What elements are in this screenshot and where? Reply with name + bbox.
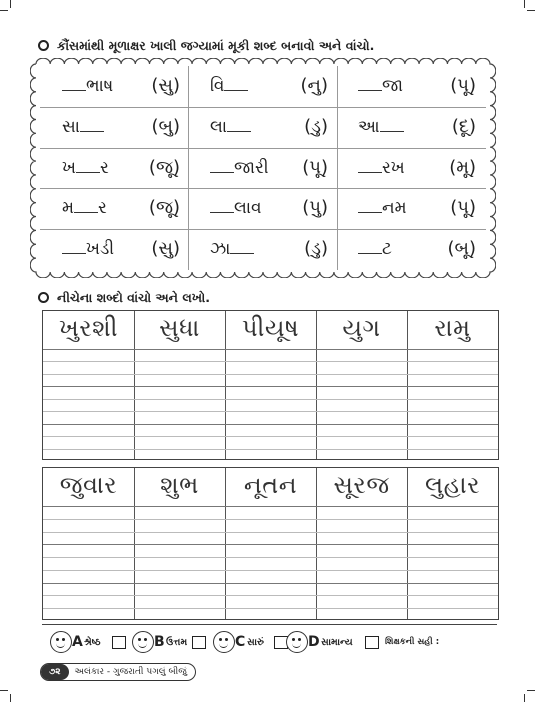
word-suffix: ર xyxy=(99,157,109,178)
word-prefix: વિ xyxy=(210,76,225,96)
blank-line[interactable] xyxy=(358,89,382,91)
crop-mark xyxy=(10,694,11,702)
word-suffix: રખ xyxy=(382,157,405,178)
fill-in-frame xyxy=(30,58,496,278)
word-suffix: ભાષ xyxy=(86,76,114,96)
fill-row xyxy=(40,66,486,106)
writing-line xyxy=(43,374,498,375)
row-divider xyxy=(40,188,486,189)
smiley-face-icon xyxy=(50,631,72,653)
rating-checkbox-b[interactable] xyxy=(192,636,206,649)
footer-label xyxy=(40,663,196,681)
writing-line xyxy=(43,361,498,362)
hint-letter: (દૂ) xyxy=(451,115,476,137)
model-word: લુહાર xyxy=(425,471,480,499)
model-word: ખુરશી xyxy=(58,314,118,342)
fill-word xyxy=(210,76,248,96)
row-divider xyxy=(40,229,486,230)
bottom-divider xyxy=(42,624,497,625)
rating-letter: D xyxy=(308,634,320,650)
rating-label: સારું xyxy=(247,637,264,648)
writing-line xyxy=(43,411,498,412)
fill-cell xyxy=(188,107,336,147)
crop-mark xyxy=(524,0,525,8)
crop-mark xyxy=(527,10,535,11)
fill-word xyxy=(62,117,104,137)
fill-cell xyxy=(40,107,188,147)
row-divider xyxy=(40,148,486,149)
writing-line xyxy=(43,519,498,520)
hint-letter: (બુ) xyxy=(151,115,180,137)
fill-cell xyxy=(188,66,336,106)
section2-title xyxy=(38,290,210,306)
blank-line[interactable] xyxy=(224,89,248,91)
writing-line xyxy=(43,532,498,533)
fill-cell xyxy=(40,229,188,269)
crop-mark xyxy=(0,690,8,691)
crop-mark xyxy=(524,694,525,702)
writing-line xyxy=(43,544,498,545)
fill-cell xyxy=(188,188,336,228)
word-prefix: ખ xyxy=(62,157,76,178)
word-suffix: લાવ xyxy=(234,198,262,219)
writing-line xyxy=(43,506,498,507)
hint-letter: (સુ) xyxy=(151,238,180,260)
word-prefix: સા xyxy=(62,116,80,137)
blank-line[interactable] xyxy=(230,252,254,254)
word-suffix: જારી xyxy=(234,157,269,178)
smiley-face-icon xyxy=(132,631,154,653)
fill-cell xyxy=(40,66,188,106)
word-suffix: ટ xyxy=(382,239,392,260)
blank-line[interactable] xyxy=(358,171,382,173)
writing-line xyxy=(43,386,498,387)
row-divider xyxy=(40,107,486,108)
crop-mark xyxy=(527,690,535,691)
rating-letter: A xyxy=(72,634,83,650)
writing-line xyxy=(43,557,498,558)
fill-word xyxy=(210,239,254,259)
smiley-face-icon xyxy=(286,631,308,653)
hint-letter: (પૂ) xyxy=(450,75,476,96)
fill-cell xyxy=(188,148,336,188)
word-prefix: મ xyxy=(62,198,75,219)
fill-cell xyxy=(336,188,484,228)
fill-row xyxy=(40,148,486,188)
fill-word xyxy=(62,198,107,218)
word-suffix: જા xyxy=(382,76,404,96)
rating-checkbox-d[interactable] xyxy=(365,636,379,649)
word-prefix: ઝા xyxy=(210,239,231,260)
hint-letter: (પૂ) xyxy=(450,197,476,219)
fill-word xyxy=(62,158,109,178)
blank-line[interactable] xyxy=(62,89,86,91)
fill-cell xyxy=(336,229,484,269)
writing-line xyxy=(43,608,498,609)
model-word: જુવાર xyxy=(59,471,118,499)
fill-cell xyxy=(40,188,188,228)
fill-row xyxy=(40,188,486,228)
section1-title xyxy=(38,38,374,54)
fill-word xyxy=(358,117,404,137)
fill-word xyxy=(62,239,114,259)
fill-word xyxy=(358,158,405,178)
hint-letter: (મૂ) xyxy=(449,156,476,178)
fill-cell xyxy=(336,66,484,106)
fill-word xyxy=(358,76,403,96)
fill-row xyxy=(40,229,486,269)
hint-letter: (નુ) xyxy=(300,75,328,96)
model-word: સુધા xyxy=(159,314,200,342)
fill-word xyxy=(210,158,269,178)
blank-line[interactable] xyxy=(380,130,404,132)
blank-line[interactable] xyxy=(210,171,234,173)
fill-in-grid xyxy=(40,66,486,270)
word-suffix: ખડી xyxy=(86,239,115,260)
writing-line xyxy=(43,449,498,450)
fill-word xyxy=(62,76,113,96)
hint-letter: (બૂ) xyxy=(447,238,476,260)
hint-letter: (સુ) xyxy=(151,75,180,96)
word-suffix: નમ xyxy=(382,198,407,219)
hint-letter: (જૂ) xyxy=(148,156,180,178)
rating-label: ઉત્તમ xyxy=(166,637,188,648)
fill-word xyxy=(358,198,407,218)
writing-line xyxy=(43,595,498,596)
writing-line xyxy=(43,399,498,400)
rating-letter: B xyxy=(154,634,165,650)
writing-line xyxy=(43,583,498,584)
rating-checkbox-a[interactable] xyxy=(112,636,126,649)
hint-letter: (ડુ) xyxy=(304,115,328,137)
bullet-icon xyxy=(38,292,49,303)
blank-line[interactable] xyxy=(74,211,98,213)
fill-cell xyxy=(40,148,188,188)
teacher-sign-label: શિક્ષકની સહી : xyxy=(385,637,440,647)
word-prefix: લા xyxy=(210,116,228,137)
fill-word xyxy=(210,117,251,137)
fill-cell xyxy=(336,107,484,147)
section2-title-text: નીચેના શબ્દો વાંચો અને લખો. xyxy=(57,290,210,305)
model-word: પીયૂષ xyxy=(241,314,299,342)
blank-line[interactable] xyxy=(358,211,382,213)
column-divider xyxy=(188,66,189,270)
fill-word xyxy=(358,239,392,259)
blank-line[interactable] xyxy=(358,252,382,254)
hint-letter: (પૂ) xyxy=(302,156,328,178)
writing-line xyxy=(43,436,498,437)
crop-mark xyxy=(0,10,8,11)
writing-line xyxy=(43,570,498,571)
rating-label: શ્રેષ્ઠ xyxy=(84,637,101,648)
rating-letter: C xyxy=(235,634,246,650)
section1-title-text: કૌંસમાંથી મૂળાક્ષર ખાલી જગ્યામાં મૂકી શબ્દ બનાવો અને વાંચો. xyxy=(57,38,375,53)
writing-line xyxy=(43,424,498,425)
hint-letter: (જૂ) xyxy=(148,197,180,219)
fill-word xyxy=(210,198,262,218)
blank-line[interactable] xyxy=(80,130,104,132)
blank-line[interactable] xyxy=(227,130,251,132)
model-word: નૂતન xyxy=(243,471,298,499)
bullet-icon xyxy=(38,40,49,51)
crop-mark xyxy=(10,0,11,8)
writing-line xyxy=(43,349,498,350)
fill-row xyxy=(40,107,486,147)
blank-line[interactable] xyxy=(76,171,100,173)
blank-line[interactable] xyxy=(62,252,86,254)
hint-letter: (ડુ) xyxy=(304,238,328,260)
footer-text: અલંકાર - ગુજરાતી પગલું બીજું xyxy=(74,667,187,677)
smiley-face-icon xyxy=(213,631,235,653)
blank-line[interactable] xyxy=(210,211,234,213)
model-word: યુગ xyxy=(342,314,381,342)
word-prefix: આ xyxy=(358,116,380,137)
word-suffix: ર xyxy=(98,198,107,219)
rating-label: સામાન્ય xyxy=(321,637,353,648)
fill-cell xyxy=(336,148,484,188)
model-word: શુભ xyxy=(160,471,199,499)
model-word: રામુ xyxy=(434,314,471,342)
page-number: ૭૨ xyxy=(41,664,69,680)
writing-box-2 xyxy=(42,467,499,620)
column-divider xyxy=(337,66,338,270)
fill-cell xyxy=(188,229,336,269)
model-word: સૂરજ xyxy=(333,471,390,499)
hint-letter: (પુ) xyxy=(302,197,328,219)
writing-box-1 xyxy=(42,310,499,460)
